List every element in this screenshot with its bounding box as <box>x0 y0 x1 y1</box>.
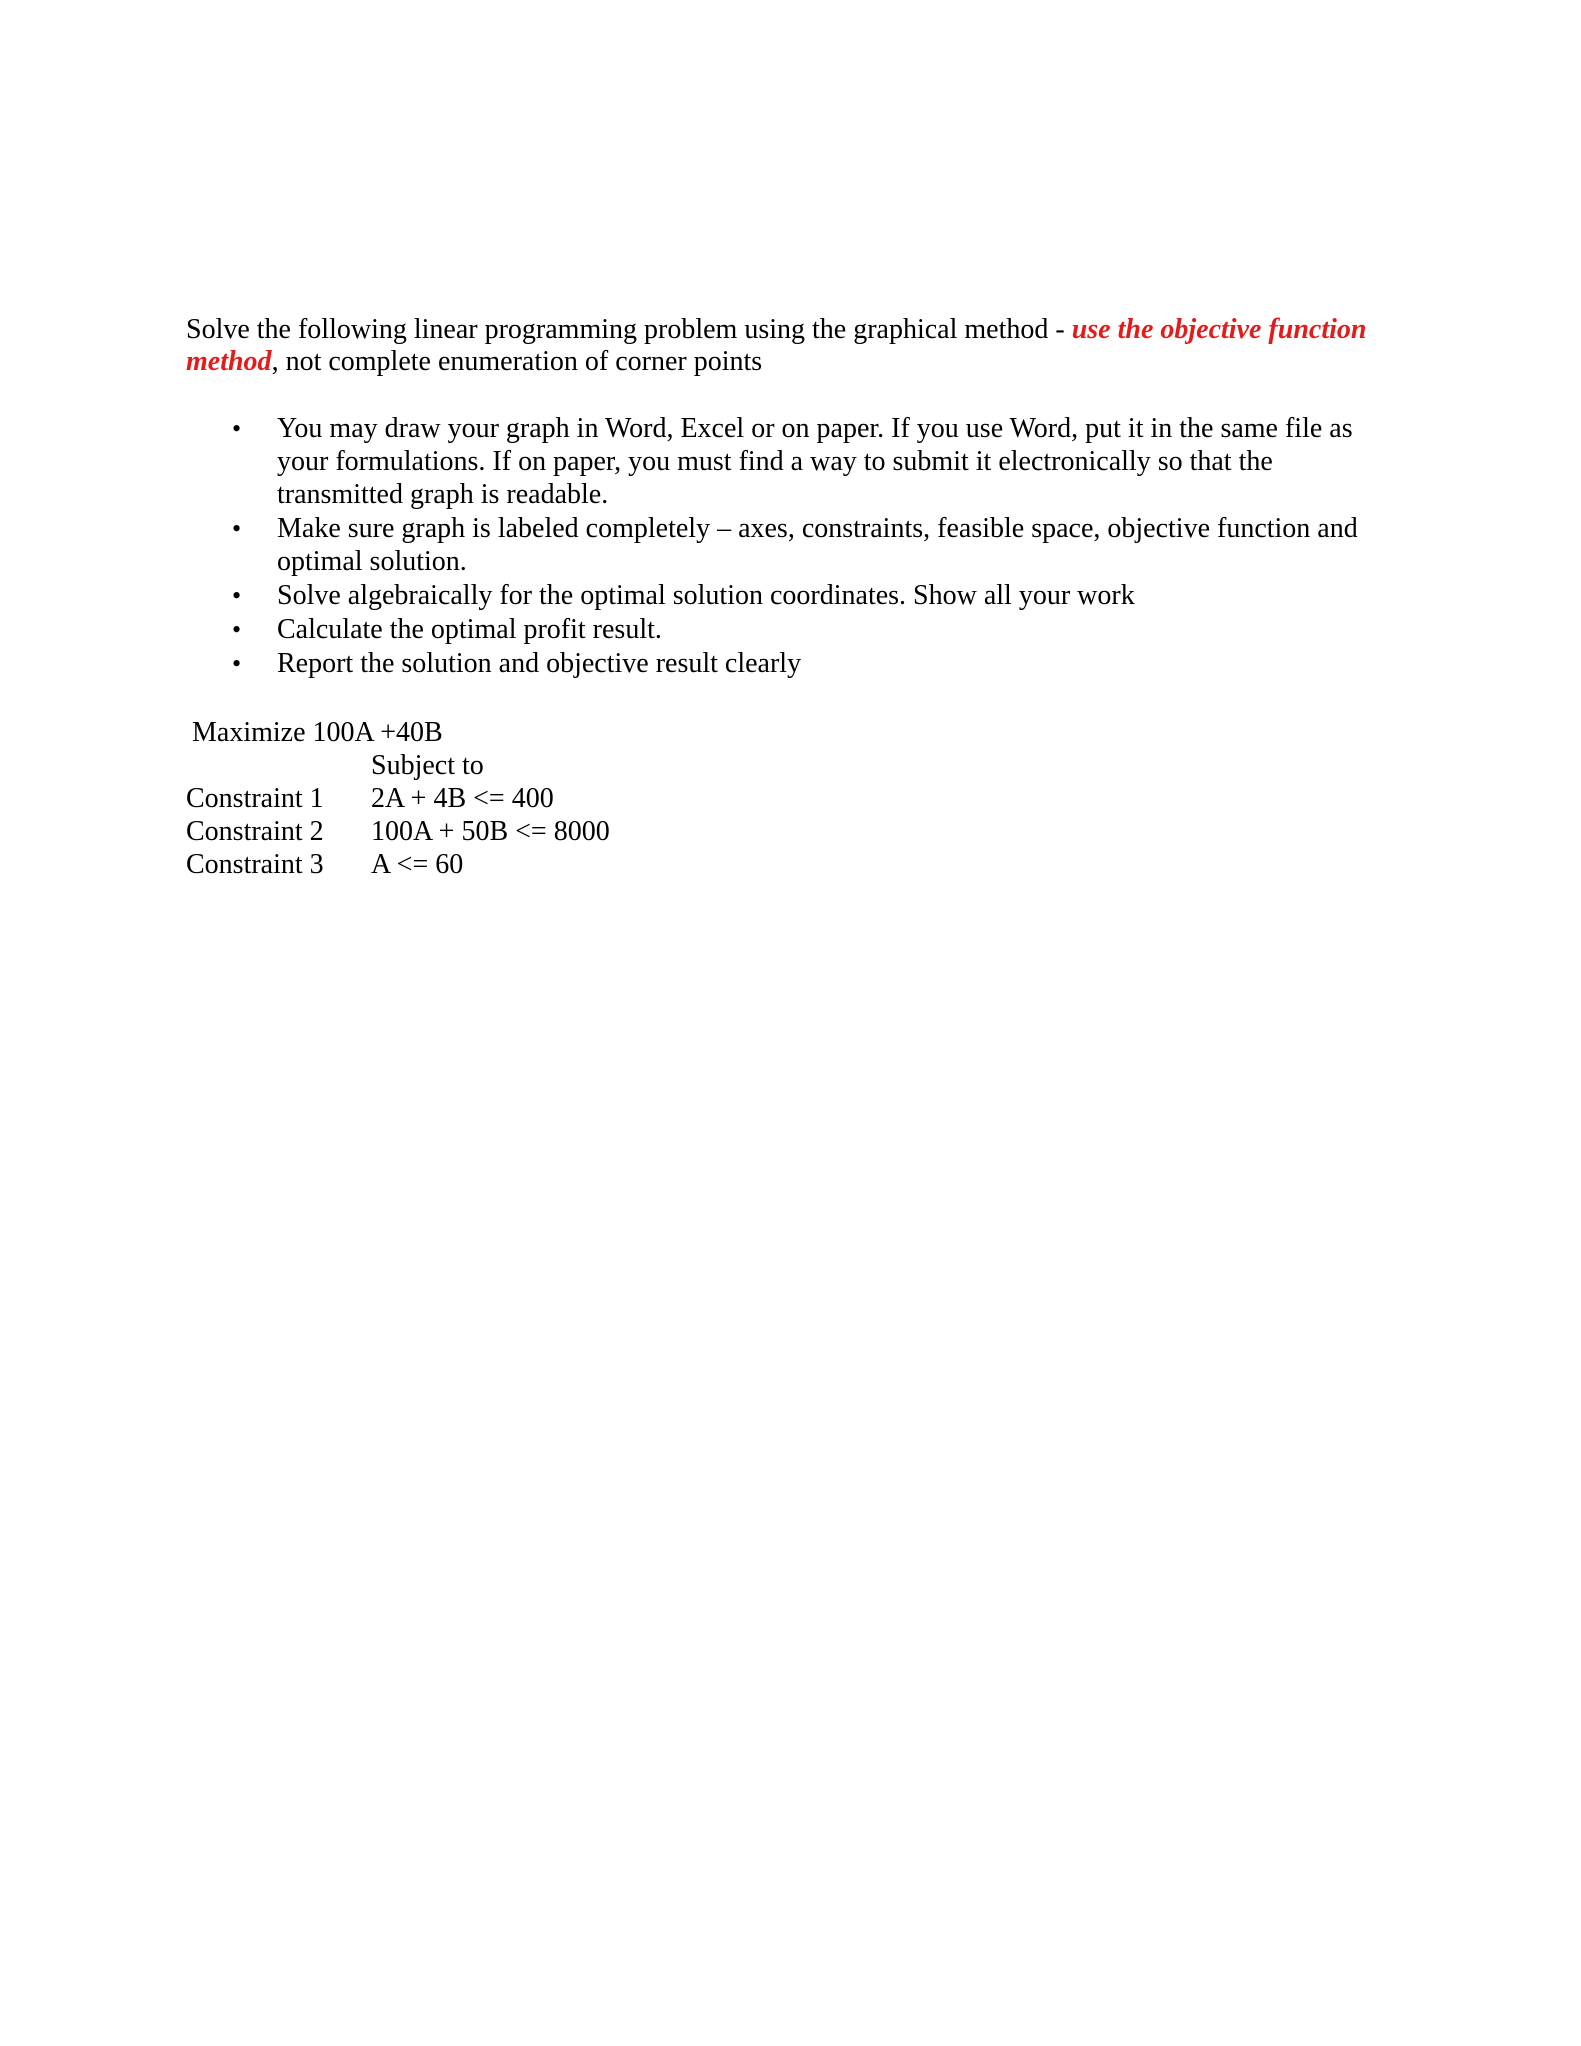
constraint-expression: 2A + 4B <= 400 <box>371 783 554 814</box>
bullet-icon: • <box>232 581 242 610</box>
constraint-label: Constraint 1 <box>186 783 324 814</box>
problem-statement <box>186 314 1386 378</box>
statement-text: Solve the following linear programming problem using the graphical method - <box>186 314 1072 345</box>
constraint-expression: A <= 60 <box>371 849 464 880</box>
list-item-text: You may draw your graph in Word, Excel or on paper. If you use Word, put it in the same file as your formulations. If on paper, you must find a way to submit it electronically so that the transmitted graph is readable. <box>277 413 1353 510</box>
list-item <box>186 647 1386 680</box>
list-item <box>186 579 1386 612</box>
list-item <box>186 613 1386 646</box>
objective-function: Maximize 100A +40B <box>192 717 443 748</box>
bullet-icon: • <box>232 514 242 543</box>
constraint-expression: 100A + 50B <= 8000 <box>371 816 610 847</box>
list-item <box>186 512 1386 578</box>
list-item-text: Calculate the optimal profit result. <box>277 614 662 645</box>
constraint-label: Constraint 2 <box>186 816 324 847</box>
statement-text-end: , not complete enumeration of corner points <box>271 346 763 377</box>
list-item-text: Make sure graph is labeled completely – axes, constraints, feasible space, objective function and optimal solution. <box>277 513 1358 577</box>
instruction-list <box>186 412 1386 681</box>
statement-emphasis: use the objective function method <box>186 314 1367 377</box>
bullet-icon: • <box>232 649 242 678</box>
constraint-label: Constraint 3 <box>186 849 324 880</box>
list-item-text: Report the solution and objective result clearly <box>277 648 802 679</box>
list-item <box>186 412 1386 511</box>
bullet-icon: • <box>232 414 242 443</box>
bullet-icon: • <box>232 615 242 644</box>
list-item-text: Solve algebraically for the optimal solution coordinates. Show all your work <box>277 580 1135 611</box>
subject-to-label: Subject to <box>371 750 484 781</box>
